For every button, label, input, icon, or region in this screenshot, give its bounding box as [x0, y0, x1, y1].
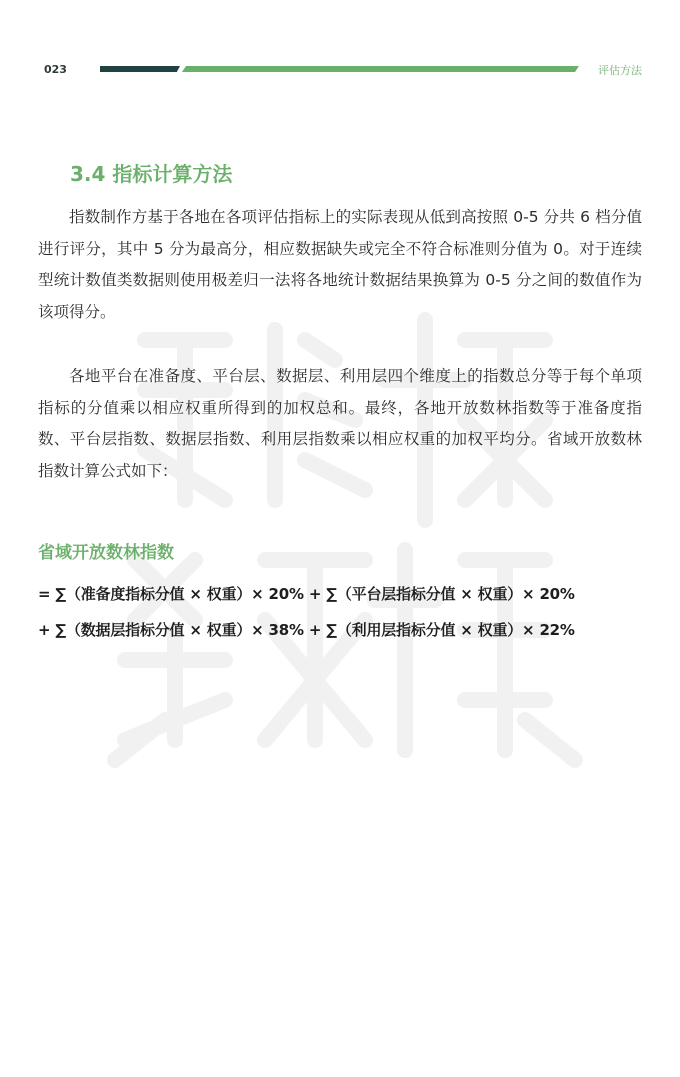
formula-title: 省域开放数林指数: [38, 543, 174, 563]
body-paragraph-2: 各地平台在准备度、平台层、数据层、利用层四个维度上的指数总分等于每个单项指标的分值乘以相应权重所得到的加权总和。最终，各地开放数林指数等于准备度指数、平台层指数、数据层指数、利用层指数乘以相应权重的加权平均分。省域开放数林指数计算公式如下：: [38, 367, 642, 480]
section-title: 3.4 指标计算方法: [70, 162, 233, 186]
header-bar-green: [182, 66, 579, 72]
header-bar-dark: [100, 66, 180, 72]
page-number: 023: [44, 63, 67, 76]
body-paragraph-1: 指数制作方基于各地在各项评估指标上的实际表现从低到高按照 0-5 分共 6 档分值进行评分，其中 5 分为最高分，相应数据缺失或完全不符合标准则分值为 0。对于连续型统计数值类数据则使用极差归一法将各地统计数据结果换算为 0-5 分之间的数值作为该项得分。: [38, 208, 642, 321]
header-section-label: 评估方法: [598, 64, 642, 77]
formula-line-2: + ∑（数据层指标分值 × 权重）× 38% + ∑（利用层指标分值 × 权重）× 22%: [38, 621, 575, 639]
formula-line-1: = ∑（准备度指标分值 × 权重）× 20% + ∑（平台层指标分值 × 权重）× 20%: [38, 585, 575, 603]
